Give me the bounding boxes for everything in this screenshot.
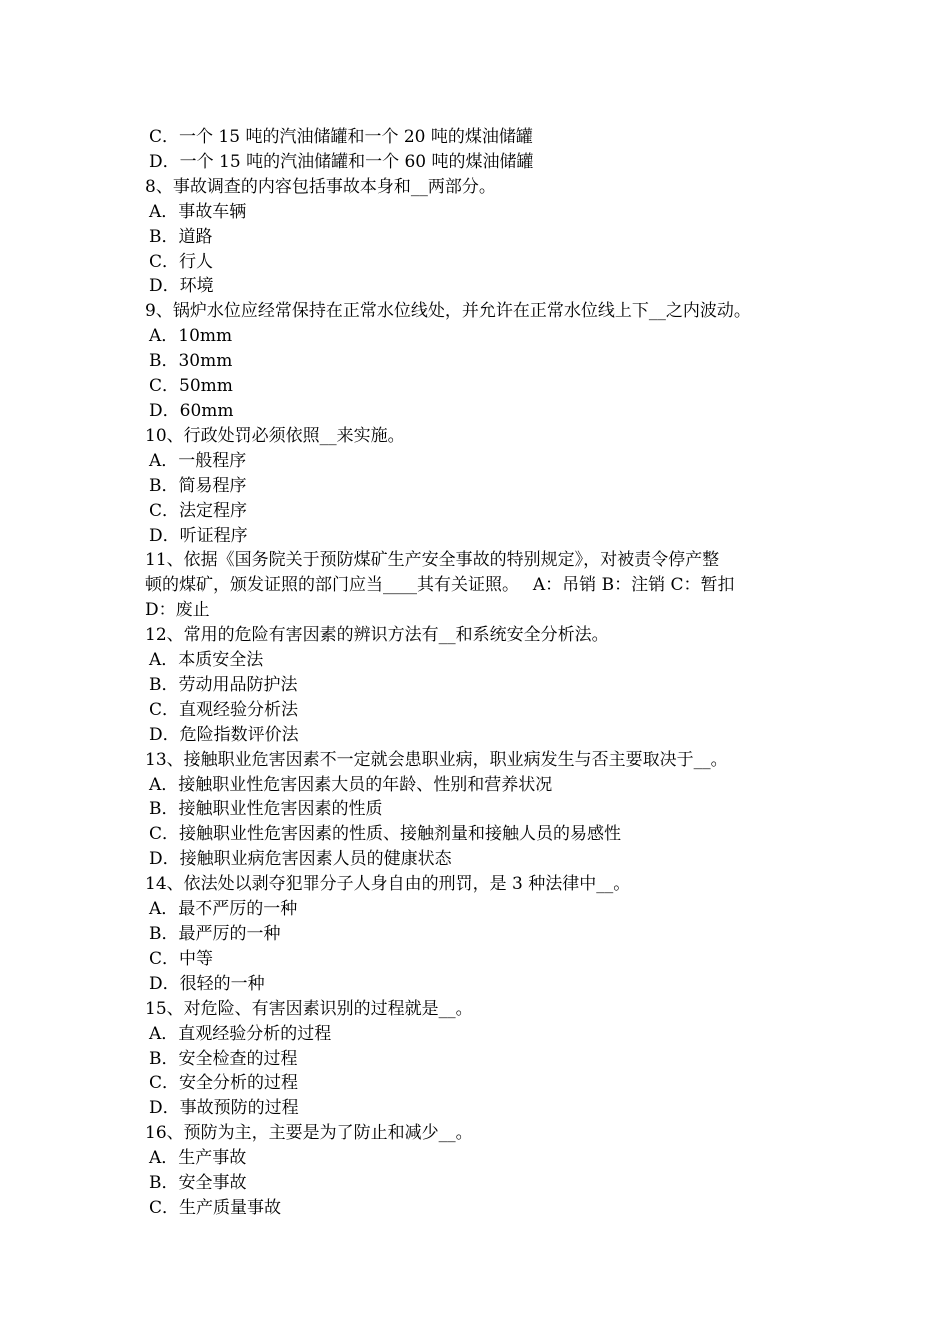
answer-option: B．简易程序 bbox=[149, 475, 247, 496]
answer-option: B．最严厉的一种 bbox=[149, 924, 281, 944]
question-line: 13、接触职业危害因素不一定就会患职业病，职业病发生与否主要取决于__。 bbox=[145, 749, 728, 770]
answer-option: C．接触职业性危害因素的性质、接触剂量和接触人员的易感性 bbox=[149, 824, 622, 845]
answer-option: D．危险指数评价法 bbox=[149, 724, 299, 745]
question-line: 16、预防为主，主要是为了防止和减少__。 bbox=[145, 1123, 473, 1144]
answer-option: C．50mm bbox=[149, 376, 233, 397]
answer-option: D．一个 15 吨的汽油储罐和一个 60 吨的煤油储罐 bbox=[149, 151, 534, 172]
question-line: 11、依据《国务院关于预防煤矿生产安全事故的特别规定》，对被责令停产整 bbox=[145, 550, 720, 571]
question-line: 10、行政处罚必须依照__来实施。 bbox=[145, 425, 405, 446]
answer-option: C．法定程序 bbox=[149, 500, 248, 521]
answer-option: A．最不严厉的一种 bbox=[149, 899, 298, 920]
exam-text-body bbox=[145, 125, 815, 1221]
answer-option: C．直观经验分析法 bbox=[149, 699, 299, 720]
answer-option: C．行人 bbox=[149, 251, 214, 272]
question-line: 8、事故调查的内容包括事故本身和__两部分。 bbox=[145, 176, 496, 197]
answer-option: A．直观经验分析的过程 bbox=[149, 1023, 332, 1044]
answer-option: D．环境 bbox=[149, 276, 214, 297]
answer-option: D．事故预防的过程 bbox=[149, 1098, 299, 1119]
answer-option: D．接触职业病危害因素人员的健康状态 bbox=[149, 849, 452, 870]
answer-option: C．一个 15 吨的汽油储罐和一个 20 吨的煤油储罐 bbox=[149, 127, 533, 147]
answer-option: B．安全检查的过程 bbox=[149, 1048, 298, 1069]
answer-option: C．生产质量事故 bbox=[149, 1197, 282, 1218]
answer-option: A．事故车辆 bbox=[149, 201, 247, 222]
question-line: 14、依法处以剥夺犯罪分子人身自由的刑罚，是 3 种法律中__。 bbox=[145, 874, 631, 895]
question-line: 12、常用的危险有害因素的辨识方法有__和系统安全分析法。 bbox=[145, 625, 609, 646]
answer-option: A．一般程序 bbox=[149, 450, 247, 471]
answer-option: D．听证程序 bbox=[149, 525, 248, 546]
answer-option: B．劳动用品防护法 bbox=[149, 674, 298, 695]
answer-option: A．10mm bbox=[149, 326, 233, 347]
question-line: 9、锅炉水位应经常保持在正常水位线处，并允许在正常水位线上下__之内波动。 bbox=[145, 301, 751, 322]
answer-option: A．本质安全法 bbox=[149, 650, 264, 671]
answer-option: A．接触职业性危害因素大员的年龄、性别和营养状况 bbox=[149, 774, 553, 795]
answer-option: C．安全分析的过程 bbox=[149, 1073, 299, 1094]
answer-option: B．安全事故 bbox=[149, 1173, 247, 1194]
answer-option: B．接触职业性危害因素的性质 bbox=[149, 799, 383, 820]
answer-option: D．60mm bbox=[149, 400, 234, 421]
question-line: 顿的煤矿，颁发证照的部门应当____其有关证照。 A：吊销 B：注销 C：暂扣 bbox=[145, 575, 735, 596]
answer-option: A．生产事故 bbox=[149, 1148, 247, 1169]
answer-option: B．30mm bbox=[149, 351, 233, 372]
question-line: 15、对危险、有害因素识别的过程就是__。 bbox=[145, 998, 473, 1019]
question-line: D：废止 bbox=[145, 600, 210, 621]
answer-option: D．很轻的一种 bbox=[149, 973, 265, 994]
answer-option: C．中等 bbox=[149, 948, 214, 969]
answer-option: B．道路 bbox=[149, 226, 213, 247]
